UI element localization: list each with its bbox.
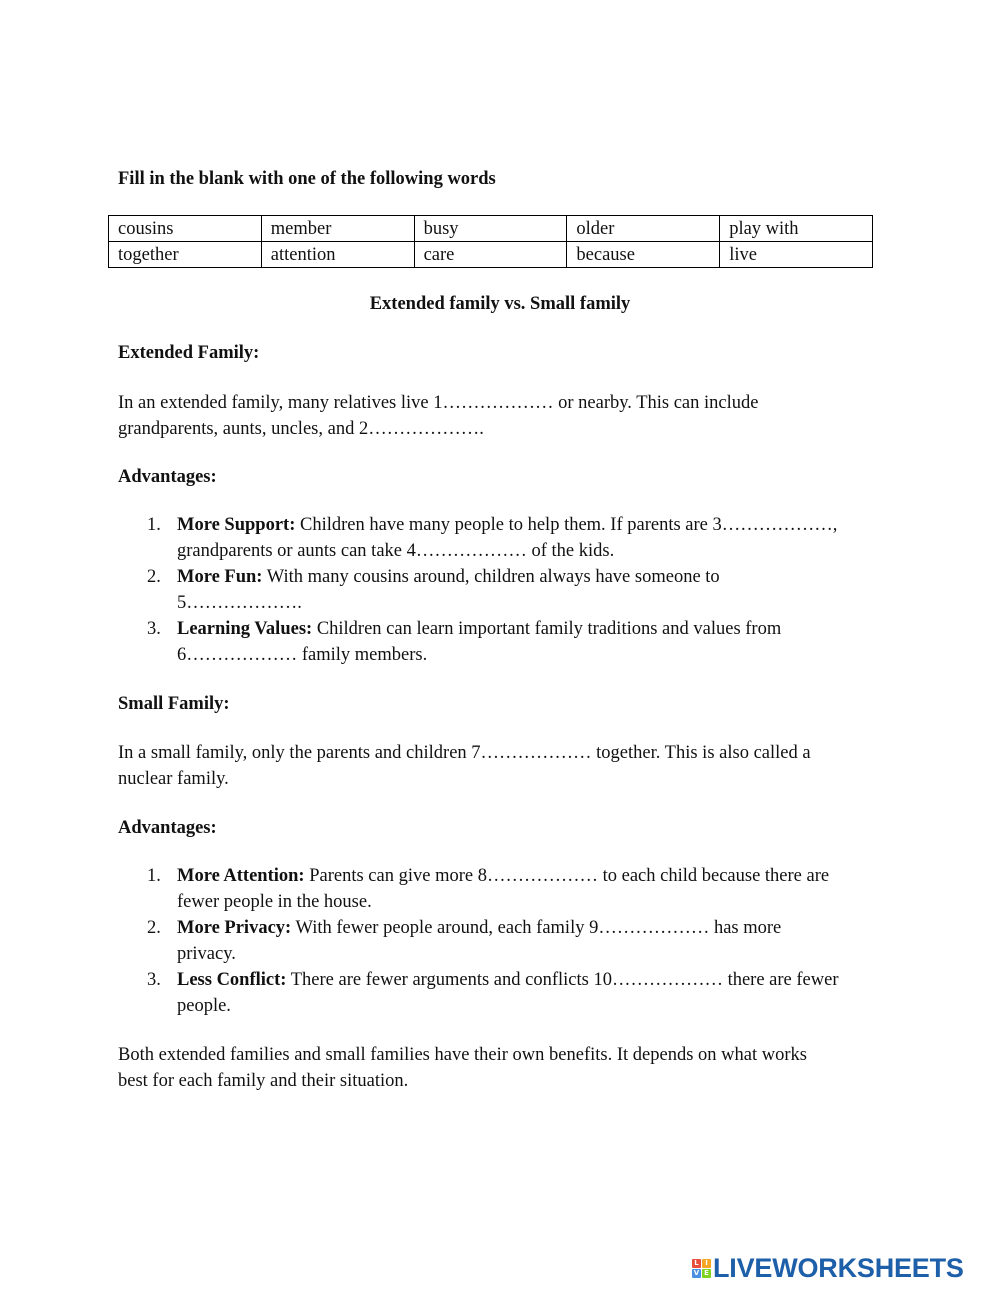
logo-mark-letter: I xyxy=(702,1259,711,1268)
logo-text: LIVEWORKSHEETS xyxy=(713,1253,964,1283)
extended-family-paragraph xyxy=(118,390,888,442)
word-cell: member xyxy=(261,216,414,242)
document-title: Extended family vs. Small family xyxy=(369,294,631,314)
word-cell: together xyxy=(109,242,262,268)
item-text: people. xyxy=(177,996,231,1016)
list-number: 2. xyxy=(147,918,161,938)
extended-advantages-heading: Advantages: xyxy=(118,467,217,487)
word-cell: because xyxy=(567,242,720,268)
list-number: 1. xyxy=(147,515,161,535)
word-cell: care xyxy=(414,242,567,268)
item-text: privacy. xyxy=(177,944,236,964)
logo-mark-letter: E xyxy=(702,1269,711,1278)
small-advantages-heading: Advantages: xyxy=(118,818,217,838)
word-cell: older xyxy=(567,216,720,242)
paragraph-line: nuclear family. xyxy=(118,769,229,789)
item-title: More Privacy: xyxy=(177,918,292,938)
item-text: Children have many people to help them. If parents are 3………………, xyxy=(295,515,838,535)
list-item xyxy=(147,512,947,564)
item-text: With many cousins around, children always have someone to xyxy=(262,567,720,587)
item-title: More Support: xyxy=(177,515,296,535)
word-cell: busy xyxy=(414,216,567,242)
small-advantages-list xyxy=(118,863,947,1019)
list-item xyxy=(147,616,947,668)
list-number: 3. xyxy=(147,619,161,639)
item-title: Learning Values: xyxy=(177,619,313,639)
paragraph-line: grandparents, aunts, uncles, and 2………………. xyxy=(118,419,484,439)
logo-mark-icon xyxy=(692,1259,711,1278)
item-text: grandparents or aunts can take 4……………… of the kids. xyxy=(177,541,615,561)
item-text: With fewer people around, each family 9……………… has more xyxy=(291,918,782,938)
conclusion-paragraph xyxy=(118,1042,888,1094)
small-family-paragraph xyxy=(118,740,888,792)
word-bank-table xyxy=(108,215,873,268)
list-number: 1. xyxy=(147,866,161,886)
list-item xyxy=(147,967,947,1019)
item-text: 6……………… family members. xyxy=(177,645,428,665)
word-cell: attention xyxy=(261,242,414,268)
word-bank-row xyxy=(109,242,873,268)
word-bank-row xyxy=(109,216,873,242)
small-family-heading: Small Family: xyxy=(118,694,230,714)
item-text: fewer people in the house. xyxy=(177,892,372,912)
paragraph-line: In a small family, only the parents and children 7……………… together. This is also called a xyxy=(118,743,811,763)
item-text: Children can learn important family traditions and values from xyxy=(312,619,782,639)
item-text: Parents can give more 8……………… to each child because there are xyxy=(304,866,830,886)
extended-family-heading: Extended Family: xyxy=(118,343,260,363)
word-cell: cousins xyxy=(109,216,262,242)
list-item xyxy=(147,564,947,616)
word-cell: live xyxy=(720,242,873,268)
liveworksheets-logo xyxy=(692,1253,964,1283)
list-item xyxy=(147,915,947,967)
logo-mark-letter: L xyxy=(692,1259,701,1268)
logo-mark-letter: V xyxy=(693,1268,700,1277)
list-number: 2. xyxy=(147,567,161,587)
item-title: More Fun: xyxy=(177,567,263,587)
paragraph-line: In an extended family, many relatives live 1……………… or nearby. This can include xyxy=(118,393,759,413)
item-title: More Attention: xyxy=(177,866,305,886)
item-text: 5………………. xyxy=(177,593,302,613)
word-cell: play with xyxy=(720,216,873,242)
extended-advantages-list xyxy=(118,512,947,668)
list-number: 3. xyxy=(147,970,161,990)
paragraph-line: Both extended families and small families have their own benefits. It depends on what works xyxy=(118,1045,807,1065)
paragraph-line: best for each family and their situation. xyxy=(118,1071,409,1091)
list-item xyxy=(147,863,947,915)
item-title: Less Conflict: xyxy=(177,970,287,990)
instruction-text: Fill in the blank with one of the following words xyxy=(118,169,496,189)
item-text: There are fewer arguments and conflicts 10……………… there are fewer xyxy=(286,970,839,990)
